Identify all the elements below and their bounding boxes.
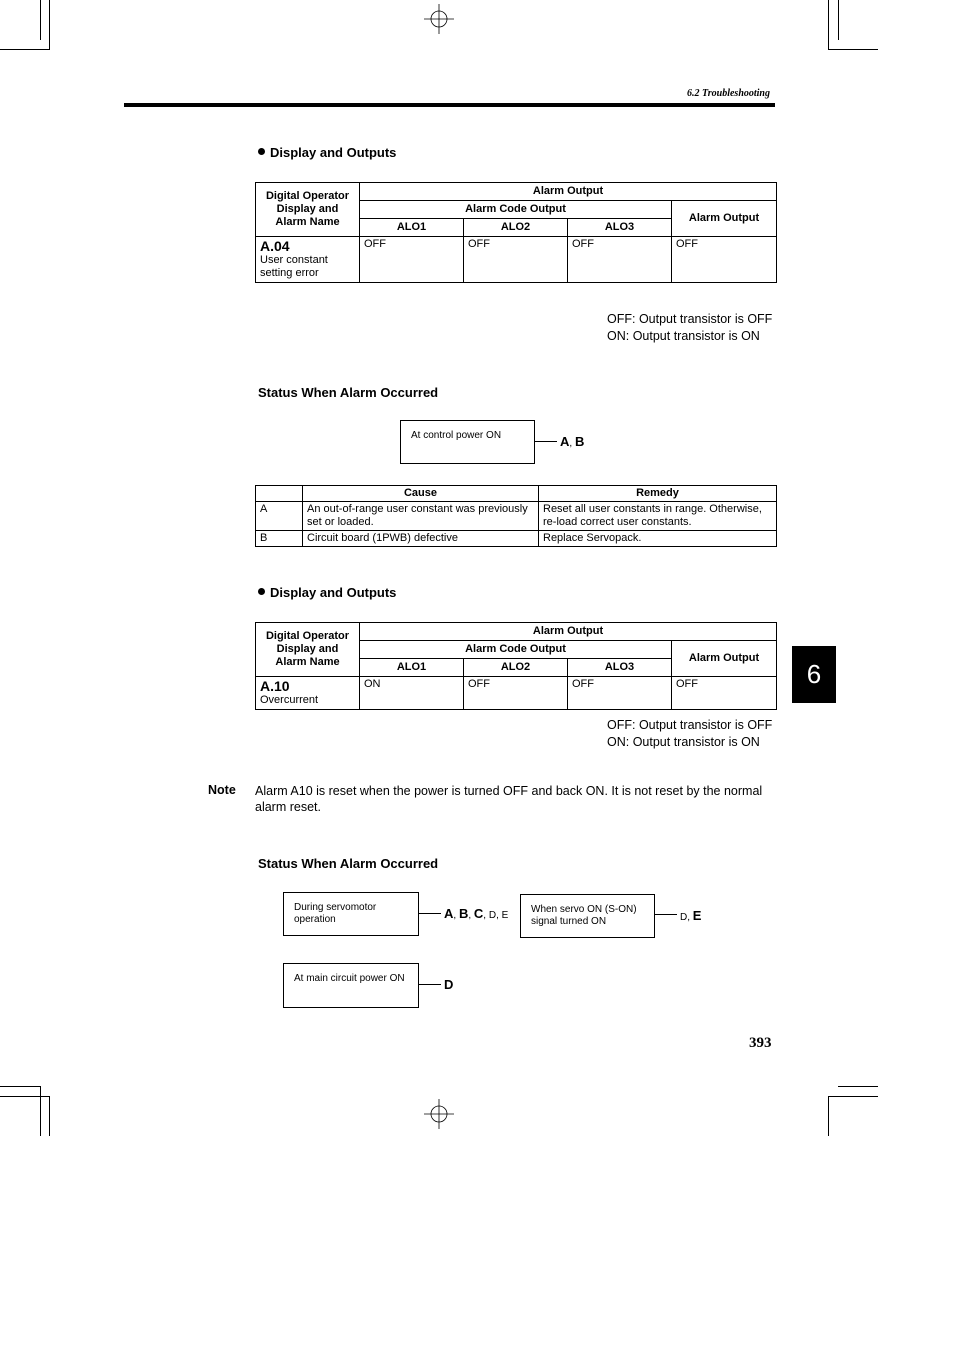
row-cause: Circuit board (1PWB) defective [303, 531, 539, 547]
header-rule [124, 103, 775, 107]
alarm-output-value: OFF [672, 677, 777, 710]
status-tag: D, E [680, 908, 702, 923]
col-alarm-code-output-header: Alarm Code Output [360, 201, 672, 219]
alarm-output-table [255, 182, 777, 283]
crop-mark [838, 0, 839, 40]
tag-b: B [574, 434, 585, 449]
alarm-name: Overcurrent [260, 694, 319, 706]
connector-line [419, 913, 441, 914]
legend-on: ON: Output transistor is ON [607, 329, 760, 343]
col-alarm-code-output-header: Alarm Code Output [360, 641, 672, 659]
alarm-name-cell [256, 677, 360, 710]
section-heading-text: Display and Outputs [270, 585, 397, 600]
alarm-name-cell [256, 237, 360, 283]
status-box-servo-on: When servo ON (S-ON) signal turned ON [520, 894, 655, 938]
legend-off: OFF: Output transistor is OFF [607, 718, 773, 732]
output-legend [607, 717, 772, 751]
crop-mark [838, 1086, 878, 1087]
status-tag: D [444, 977, 454, 992]
col-remedy-header: Remedy [539, 486, 777, 502]
alarm-name: User constant setting error [260, 254, 328, 279]
crop-mark [828, 0, 829, 50]
col-alarm-output-header: Alarm Output [360, 183, 777, 201]
crop-mark [0, 49, 50, 50]
col-display-header: Digital Operator Display and Alarm Name [256, 623, 360, 677]
alo2-value: OFF [464, 237, 568, 283]
legend-on: ON: Output transistor is ON [607, 735, 760, 749]
alo2-value: OFF [464, 677, 568, 710]
crop-mark [40, 0, 41, 40]
connector-line [655, 914, 677, 915]
alarm-output-table [255, 622, 777, 710]
status-box-servomotor-operation: During servomotor operation [283, 892, 419, 936]
crop-mark [40, 1086, 41, 1136]
row-cause: An out-of-range user constant was previously set or loaded. [303, 502, 539, 531]
bullet-icon [258, 588, 265, 595]
col-alarm-output-sub-header: Alarm Output [672, 201, 777, 237]
crop-mark [0, 1096, 50, 1097]
col-alo2-header: ALO2 [464, 219, 568, 237]
col-alarm-output-sub-header: Alarm Output [672, 641, 777, 677]
section-heading-text: Display and Outputs [270, 145, 397, 160]
alarm-code: A.04 [260, 238, 290, 254]
alarm-code: A.10 [260, 678, 290, 694]
status-box-control-power: At control power ON [400, 420, 535, 464]
crop-mark [828, 1096, 829, 1136]
alo1-value: ON [360, 677, 464, 710]
status-tag: A, B, C, D, E [444, 906, 509, 921]
section-heading [258, 145, 396, 160]
col-alo1-header: ALO1 [360, 659, 464, 677]
status-heading: Status When Alarm Occurred [258, 856, 439, 871]
status-box-main-circuit-power: At main circuit power ON [283, 963, 419, 1008]
alarm-output-value: OFF [672, 237, 777, 283]
col-alo3-header: ALO3 [568, 219, 672, 237]
section-header: 6.2 Troubleshooting [687, 88, 770, 99]
page-number: 393 [749, 1035, 772, 1051]
registration-mark-icon [424, 4, 454, 34]
status-tag: A, B [560, 434, 585, 449]
crop-mark [49, 1096, 50, 1136]
section-heading [258, 585, 396, 600]
crop-mark [828, 1096, 878, 1097]
crop-mark [828, 49, 878, 50]
row-id: A [256, 502, 303, 531]
alo1-value: OFF [360, 237, 464, 283]
col-id-header [256, 486, 303, 502]
tag-a: A [560, 434, 570, 449]
legend-off: OFF: Output transistor is OFF [607, 312, 773, 326]
col-alo3-header: ALO3 [568, 659, 672, 677]
alo3-value: OFF [568, 237, 672, 283]
note-text: Alarm A10 is reset when the power is turned OFF and back ON. It is not reset by the normal alarm reset. [255, 784, 763, 814]
row-remedy: Replace Servopack. [539, 531, 777, 547]
col-cause-header: Cause [303, 486, 539, 502]
connector-line [419, 984, 441, 985]
cause-remedy-table [255, 485, 777, 547]
chapter-tab: 6 [792, 646, 836, 703]
output-legend [607, 311, 772, 345]
table-row [256, 502, 777, 531]
table-row [256, 531, 777, 547]
bullet-icon [258, 148, 265, 155]
status-heading: Status When Alarm Occurred [258, 385, 439, 400]
alo3-value: OFF [568, 677, 672, 710]
crop-mark [0, 1086, 40, 1087]
crop-mark [49, 0, 50, 50]
col-alo1-header: ALO1 [360, 219, 464, 237]
col-alarm-output-header: Alarm Output [360, 623, 777, 641]
note-label: Note [208, 783, 236, 797]
col-display-header: Digital Operator Display and Alarm Name [256, 183, 360, 237]
registration-mark-icon [424, 1099, 454, 1129]
col-alo2-header: ALO2 [464, 659, 568, 677]
row-remedy: Reset all user constants in range. Otherwise, re-load correct user constants. [539, 502, 777, 531]
connector-line [535, 441, 557, 442]
row-id: B [256, 531, 303, 547]
